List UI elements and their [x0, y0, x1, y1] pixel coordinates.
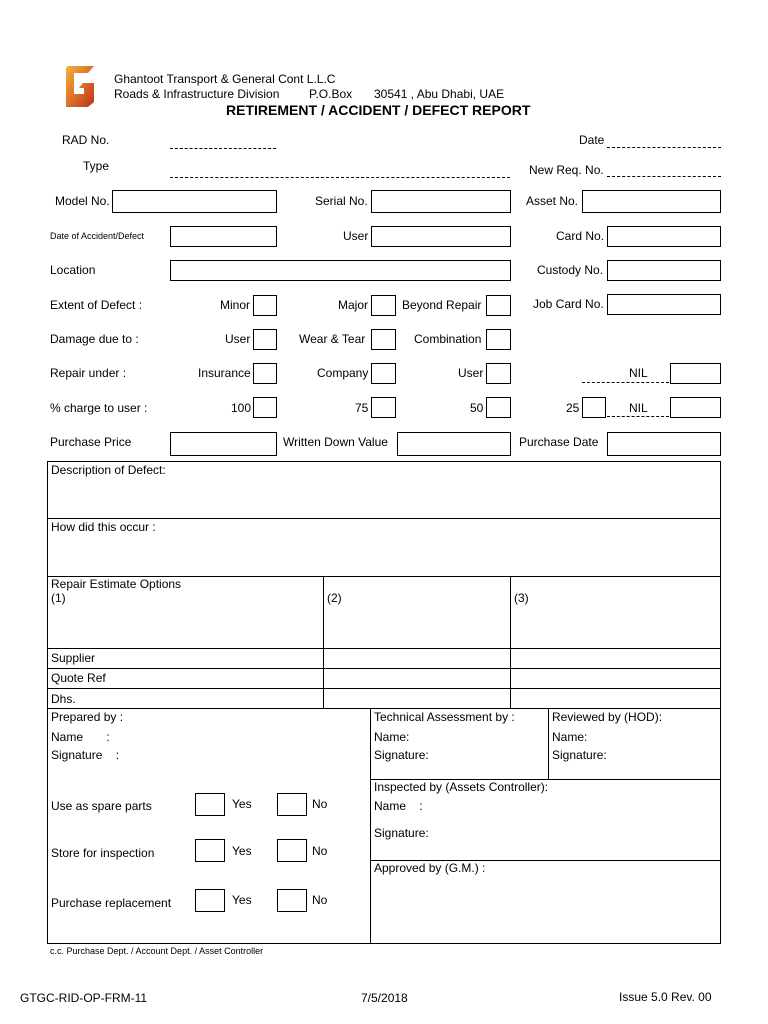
store-yes-checkbox[interactable]: [195, 839, 225, 862]
store-yes-label: Yes: [232, 844, 252, 858]
description-of-defect-label: Description of Defect:: [51, 463, 166, 477]
card-no-label: Card No.: [556, 229, 605, 243]
issue-revision: Issue 5.0 Rev. 00: [619, 990, 712, 1004]
model-no-label: Model No.: [55, 194, 110, 208]
nil-label-1: NIL: [629, 366, 648, 380]
ins-signature-label: Signature:: [374, 826, 429, 840]
company-label: Company: [317, 366, 369, 380]
minor-checkbox[interactable]: [253, 295, 277, 316]
rad-no-field[interactable]: [170, 148, 276, 149]
purchase-price-label: Purchase Price: [50, 435, 132, 449]
pct-25-label: 25: [566, 401, 580, 415]
purchase-price-field[interactable]: [170, 432, 277, 456]
insurance-label: Insurance: [198, 366, 251, 380]
damage-user-label: User: [225, 332, 251, 346]
inspected-by-label: Inspected by (Assets Controller):: [374, 780, 549, 794]
nil-checkbox-1[interactable]: [670, 363, 721, 384]
store-for-inspection-label: Store for inspection: [51, 846, 155, 860]
company-division: Roads & Infrastructure Division: [114, 87, 280, 101]
pct-100-checkbox[interactable]: [253, 397, 277, 418]
quote-ref-label: Quote Ref: [51, 671, 106, 685]
prepared-name-label: Name :: [51, 730, 110, 744]
type-label: Type: [83, 159, 110, 173]
technical-assessment-label: Technical Assessment by :: [374, 710, 515, 724]
new-req-no-label: New Req. No.: [529, 163, 604, 177]
new-req-no-field[interactable]: [607, 176, 721, 177]
asset-no-label: Asset No.: [526, 194, 579, 208]
purchase-date-label: Purchase Date: [519, 435, 599, 449]
repair-under-label: Repair under :: [50, 366, 127, 380]
company-logo: [62, 64, 100, 108]
company-checkbox[interactable]: [371, 363, 396, 384]
asset-no-field[interactable]: [582, 190, 721, 213]
ins-name-label: Name :: [374, 799, 423, 813]
repair-other-field[interactable]: [582, 382, 669, 383]
company-pobox-label: P.O.Box: [309, 87, 353, 101]
form-title: RETIREMENT / ACCIDENT / DEFECT REPORT: [226, 102, 531, 118]
serial-no-field[interactable]: [371, 190, 511, 213]
model-no-field[interactable]: [112, 190, 277, 213]
date-label: Date: [579, 133, 605, 147]
written-down-value-field[interactable]: [397, 432, 511, 456]
location-field[interactable]: [170, 260, 511, 281]
damage-due-to-label: Damage due to :: [50, 332, 139, 346]
ta-signature-label: Signature:: [374, 748, 429, 762]
damage-user-checkbox[interactable]: [253, 329, 277, 350]
pct-75-label: 75: [355, 401, 369, 415]
store-no-checkbox[interactable]: [277, 839, 307, 862]
written-down-value-label: Written Down Value: [283, 435, 388, 449]
insurance-checkbox[interactable]: [253, 363, 277, 384]
spare-parts-yes-label: Yes: [232, 797, 252, 811]
how-did-this-occur-label: How did this occur :: [51, 520, 156, 534]
job-card-no-field[interactable]: [607, 294, 721, 315]
option-3-label: (3): [514, 591, 529, 605]
card-no-field[interactable]: [607, 226, 721, 247]
rv-name-label: Name:: [552, 730, 588, 744]
how-did-this-occur-area[interactable]: [49, 536, 719, 574]
pct-50-checkbox[interactable]: [486, 397, 511, 418]
wear-tear-checkbox[interactable]: [371, 329, 396, 350]
pct-other-field[interactable]: [607, 416, 669, 417]
repair-estimate-options-label: Repair Estimate Options: [51, 577, 182, 591]
cc-note: c.c. Purchase Dept. / Account Dept. / Asset Controller: [50, 946, 264, 956]
reviewed-by-label: Reviewed by (HOD):: [552, 710, 663, 724]
purchase-replacement-label: Purchase replacement: [51, 896, 172, 910]
ta-name-label: Name:: [374, 730, 410, 744]
prepared-signature-label: Signature :: [51, 748, 120, 762]
combination-label: Combination: [414, 332, 482, 346]
serial-no-label: Serial No.: [315, 194, 368, 208]
footer-date: 7/5/2018: [361, 991, 408, 1005]
rv-signature-label: Signature:: [552, 748, 607, 762]
extent-of-defect-label: Extent of Defect :: [50, 298, 143, 312]
replacement-no-label: No: [312, 893, 328, 907]
spare-parts-no-checkbox[interactable]: [277, 793, 307, 816]
repair-user-checkbox[interactable]: [486, 363, 511, 384]
pct-100-label: 100: [231, 401, 252, 415]
date-of-accident-field[interactable]: [170, 226, 277, 247]
pct-50-label: 50: [470, 401, 484, 415]
rad-no-label: RAD No.: [62, 133, 110, 147]
pct-75-checkbox[interactable]: [371, 397, 396, 418]
use-as-spare-parts-label: Use as spare parts: [51, 799, 152, 813]
nil-checkbox-2[interactable]: [670, 397, 721, 418]
option-2-label: (2): [327, 591, 342, 605]
beyond-repair-label: Beyond Repair: [402, 298, 482, 312]
company-name: Ghantoot Transport & General Cont L.L.C: [114, 72, 336, 86]
type-field[interactable]: [170, 177, 510, 178]
replacement-no-checkbox[interactable]: [277, 889, 307, 912]
purchase-date-field[interactable]: [607, 432, 721, 456]
custody-no-field[interactable]: [607, 260, 721, 281]
date-field[interactable]: [607, 147, 721, 148]
option-1-label: (1): [51, 591, 66, 605]
job-card-no-label: Job Card No.: [533, 297, 604, 311]
beyond-repair-checkbox[interactable]: [486, 295, 511, 316]
pct-25-checkbox[interactable]: [582, 397, 606, 418]
major-checkbox[interactable]: [371, 295, 396, 316]
form-code: GTGC-RID-OP-FRM-11: [20, 991, 148, 1005]
replacement-yes-checkbox[interactable]: [195, 889, 225, 912]
supplier-label: Supplier: [51, 651, 96, 665]
replacement-yes-label: Yes: [232, 893, 252, 907]
major-label: Major: [338, 298, 369, 312]
custody-no-label: Custody No.: [537, 263, 604, 277]
spare-parts-no-label: No: [312, 797, 328, 811]
prepared-by-label: Prepared by :: [51, 710, 124, 724]
user-field[interactable]: [371, 226, 511, 247]
store-no-label: No: [312, 844, 328, 858]
charge-to-user-label: % charge to user :: [50, 401, 148, 415]
spare-parts-yes-checkbox[interactable]: [195, 793, 225, 816]
wear-tear-label: Wear & Tear: [299, 332, 366, 346]
location-label: Location: [50, 263, 96, 277]
nil-label-2: NIL: [629, 401, 648, 415]
company-address: 30541 , Abu Dhabi, UAE: [374, 87, 505, 101]
dhs-label: Dhs.: [51, 692, 76, 706]
date-of-accident-label: Date of Accident/Defect: [50, 231, 145, 241]
minor-label: Minor: [220, 298, 251, 312]
description-of-defect-area[interactable]: [49, 478, 719, 516]
user-label: User: [343, 229, 369, 243]
repair-user-label: User: [458, 366, 484, 380]
approved-by-label: Approved by (G.M.) :: [374, 861, 486, 875]
combination-checkbox[interactable]: [486, 329, 511, 350]
